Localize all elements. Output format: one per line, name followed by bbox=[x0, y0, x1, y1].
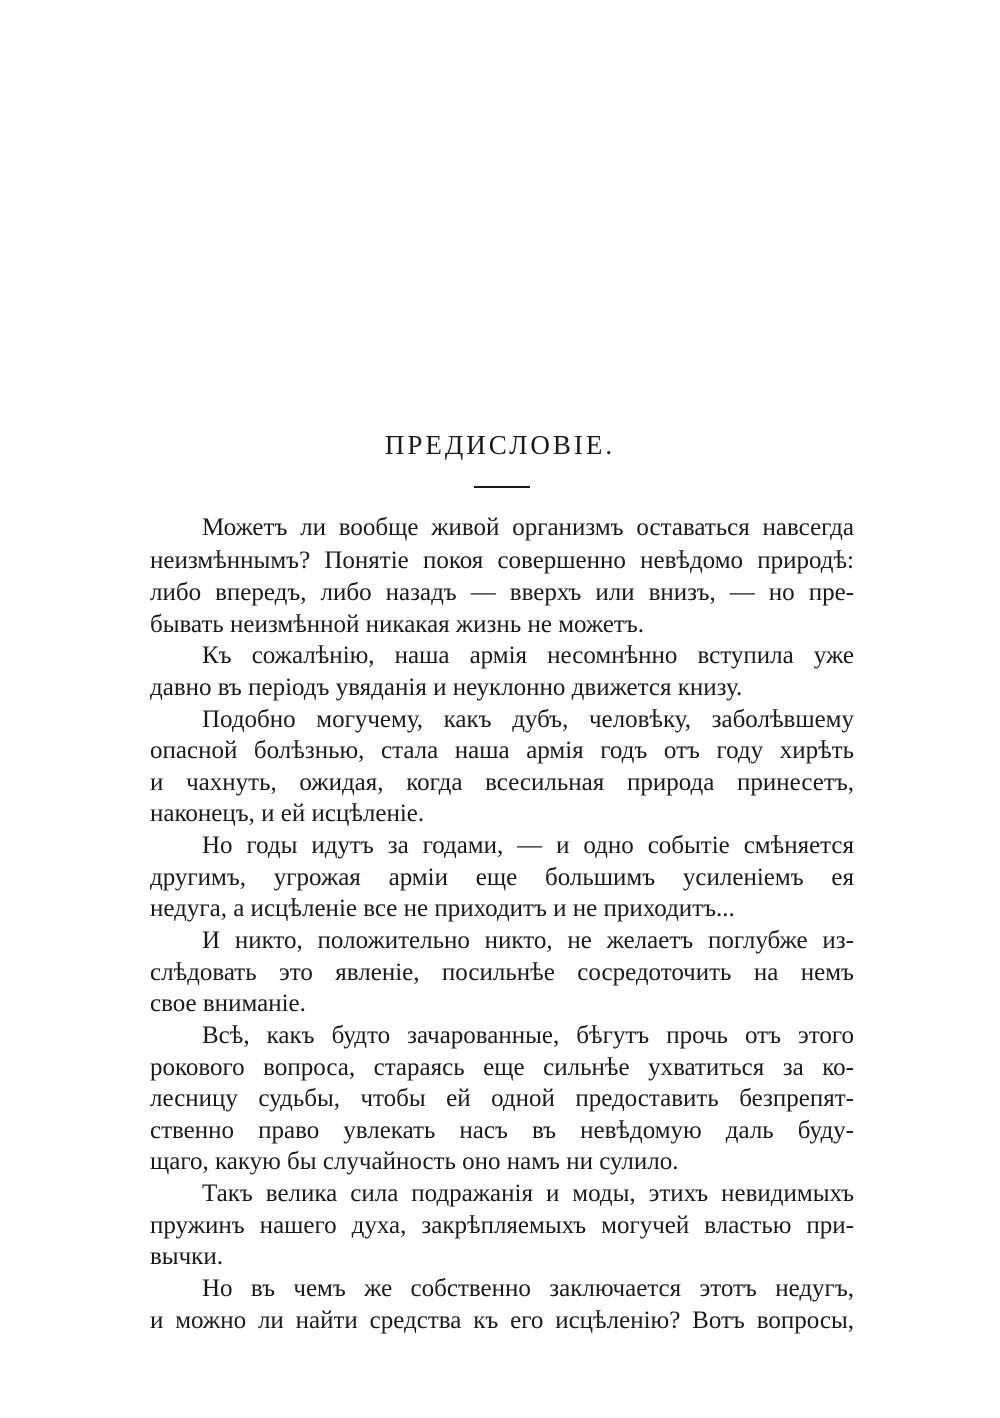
text-line: наконецъ, и ей исцѣленіе. bbox=[150, 800, 425, 827]
text-line: и можно ли найти средства къ его исцѣленію? Вотъ вопросы, bbox=[150, 1307, 854, 1334]
text-line: неизмѣннымъ? Понятіе покоя совершенно невѣдомо природѣ: bbox=[150, 547, 854, 574]
text-line: Такъ велика сила подражанія и моды, этихъ невидимыхъ bbox=[202, 1180, 854, 1207]
text-line: Подобно могучему, какъ дубъ, человѣку, заболѣвшему bbox=[202, 706, 854, 733]
text-line: Но годы идутъ за годами, — и одно событіе смѣняется bbox=[202, 832, 854, 859]
text-line: опасной болѣзнью, стала наша армія годъ отъ году хирѣть bbox=[150, 737, 854, 764]
text-line: свое вниманіе. bbox=[150, 990, 306, 1017]
text-line: слѣдовать это явленіе, посильнѣе сосредоточить на немъ bbox=[150, 959, 854, 986]
text-line: щаго, какую бы случайность оно намъ ни сулило. bbox=[150, 1148, 679, 1175]
text-line: Къ сожалѣнію, наша армія несомнѣнно вступила уже bbox=[202, 642, 854, 669]
text-line: давно въ періодъ увяданія и неуклонно движется книзу. bbox=[150, 674, 743, 701]
text-line: И никто, положительно никто, не желаетъ поглубже из- bbox=[202, 927, 854, 954]
text-line: рокового вопроса, стараясь еще сильнѣе ухватиться за ко- bbox=[150, 1054, 854, 1081]
text-line: лесницу судьбы, чтобы ей одной предоставить безпрепят- bbox=[150, 1085, 854, 1112]
text-line: вычки. bbox=[150, 1243, 223, 1270]
text-line: либо впередъ, либо назадъ — вверхъ или внизъ, — но пре- bbox=[150, 579, 854, 606]
text-line: Всѣ, какъ будто зачарованные, бѣгутъ прочь отъ этого bbox=[202, 1022, 854, 1049]
title-divider bbox=[474, 486, 530, 488]
text-line: ственно право увлекать насъ въ невѣдомую даль буду- bbox=[150, 1117, 854, 1144]
text-line: Можетъ ли вообще живой организмъ оставаться навсегда bbox=[202, 514, 854, 541]
text-line: бывать неизмѣнной никакая жизнь не можетъ. bbox=[150, 611, 645, 638]
text-line: недуга, а исцѣленіе все не приходитъ и не приходитъ... bbox=[150, 895, 735, 922]
text-line: пружинъ нашего духа, закрѣпляемыхъ могучей властью при- bbox=[150, 1212, 854, 1239]
text-line: Но въ чемъ же собственно заключается этотъ недугъ, bbox=[202, 1275, 854, 1302]
page-title: ПРЕДИСЛОВIЕ. bbox=[384, 430, 616, 460]
text-line: другимъ, угрожая арміи еще большимъ усиленіемъ ея bbox=[150, 864, 854, 891]
text-line: и чахнуть, ожидая, когда всесильная природа принесетъ, bbox=[150, 769, 854, 796]
